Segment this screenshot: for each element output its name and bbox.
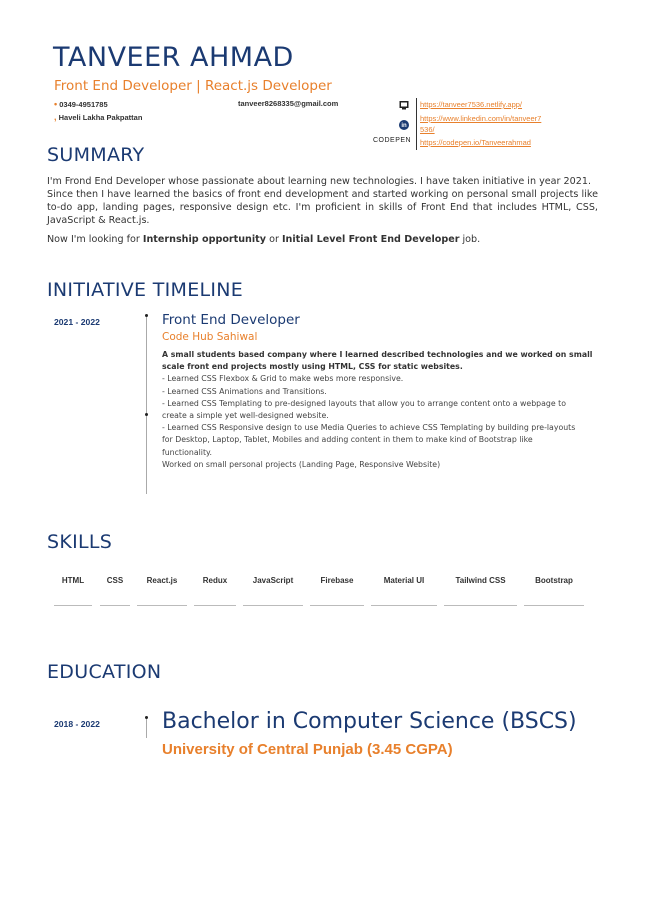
education-date: 2018 - 2022 — [54, 719, 100, 729]
skill-underline — [54, 605, 92, 606]
summary-para-3-bold1: Internship opportunity — [142, 234, 267, 245]
timeline-date: 2021 - 2022 — [54, 317, 100, 327]
summary-heading: SUMMARY — [47, 144, 145, 166]
timeline-dot — [145, 314, 148, 317]
portfolio-icon — [399, 100, 409, 110]
location-icon: , — [54, 112, 57, 122]
address-row — [54, 112, 142, 122]
education-line — [146, 718, 147, 738]
skill-item: CSS — [106, 576, 124, 585]
skill-item: JavaScript — [252, 576, 294, 585]
degree-title: Bachelor in Computer Science (BSCS) — [162, 709, 577, 734]
skill-item: HTML — [61, 576, 85, 585]
skill-item: Material UI — [383, 576, 425, 585]
skills-heading: SKILLS — [47, 531, 113, 553]
timeline-line — [146, 316, 147, 494]
phone-icon: • — [54, 99, 58, 109]
links-divider — [416, 98, 417, 150]
skill-underline — [243, 605, 303, 606]
codepen-logo: CODEPEN — [373, 137, 412, 144]
skill-underline — [524, 605, 584, 606]
summary-para-3 — [47, 233, 598, 246]
job-bullet: - Learned CSS Templating to pre-designed layouts that allow you to arrange content onto a webpage to create a simple yet well-designed website. — [162, 398, 566, 421]
skill-item: Firebase — [320, 576, 354, 585]
summary-body — [47, 175, 598, 246]
skill-underline — [137, 605, 187, 606]
skill-underline — [310, 605, 364, 606]
skill-item: Redux — [202, 576, 228, 585]
job-title: Front End Developer — [162, 312, 300, 328]
education-dot — [145, 716, 148, 719]
summary-para-3-prefix: Now I'm looking for — [47, 234, 143, 245]
skill-item: React.js — [146, 576, 178, 585]
education-heading: EDUCATION — [47, 661, 162, 683]
job-bullet: Worked on small personal projects (Landing Page, Responsive Website) — [162, 459, 441, 469]
job-description — [162, 349, 602, 471]
codepen-link[interactable]: https://codepen.io/Tanveerahmad — [420, 138, 531, 147]
linkedin-link-line2: 536/ — [420, 125, 435, 134]
summary-para-1: I'm Frond End Developer whose passionate about learning new technologies. I have taken initiative in year 2021. — [47, 176, 591, 187]
linkedin-icon — [399, 120, 409, 130]
job-bullet: - Learned CSS Flexbox & Grid to make webs more responsive. — [162, 374, 404, 384]
email-address: tanveer8268335@gmail.com — [238, 99, 339, 108]
skill-underline — [100, 605, 130, 606]
svg-text:in: in — [401, 123, 407, 130]
summary-para-2: Since then I have learned the basics of front end development and started working on personal small projects like to-do app, landing pages, responsive design etc. I'm proficient in skills of Front End that includes HTML, CSS, JavaScript & React.js. — [47, 189, 598, 226]
skill-item: Bootstrap — [535, 576, 573, 585]
university-name: University of Central Punjab (3.45 CGPA) — [162, 741, 453, 758]
timeline-heading: INITIATIVE TIMELINE — [47, 279, 244, 301]
summary-para-3-mid: or — [266, 234, 282, 245]
summary-para-3-suffix: job. — [459, 234, 481, 245]
job-bullet: - Learned CSS Animations and Transitions. — [162, 386, 327, 396]
linkedin-link-line1: https://www.linkedin.com/in/tanveer7 — [420, 114, 542, 123]
address-text: Haveli Lakha Pakpattan — [58, 113, 143, 122]
portfolio-link[interactable]: https://tanveer7536.netlify.app/ — [420, 100, 523, 109]
job-bullet: - Learned CSS Responsive design to use Media Queries to achieve CSS Templating by building pre-layouts for Desktop, Laptop, Tablet, Mobiles and adding content in them to make kind of Bootstrap like functionality. — [162, 423, 576, 457]
timeline-dot — [145, 413, 148, 416]
skill-underline — [371, 605, 437, 606]
phone-row — [54, 99, 108, 109]
skill-underline — [194, 605, 236, 606]
candidate-name: TANVEER AHMAD — [53, 42, 294, 73]
linkedin-link[interactable] — [420, 113, 541, 135]
job-intro: A small students based company where I learned described technologies and we worked on small scale front end projects mostly using HTML, CSS for static websites. — [162, 350, 593, 372]
candidate-role: Front End Developer | React.js Developer — [54, 78, 332, 94]
skill-item: Tailwind CSS — [455, 576, 506, 585]
summary-para-3-bold2: Initial Level Front End Developer — [281, 234, 460, 245]
skill-underline — [444, 605, 517, 606]
phone-number: 0349-4951785 — [59, 100, 108, 109]
job-company: Code Hub Sahiwal — [162, 331, 258, 343]
